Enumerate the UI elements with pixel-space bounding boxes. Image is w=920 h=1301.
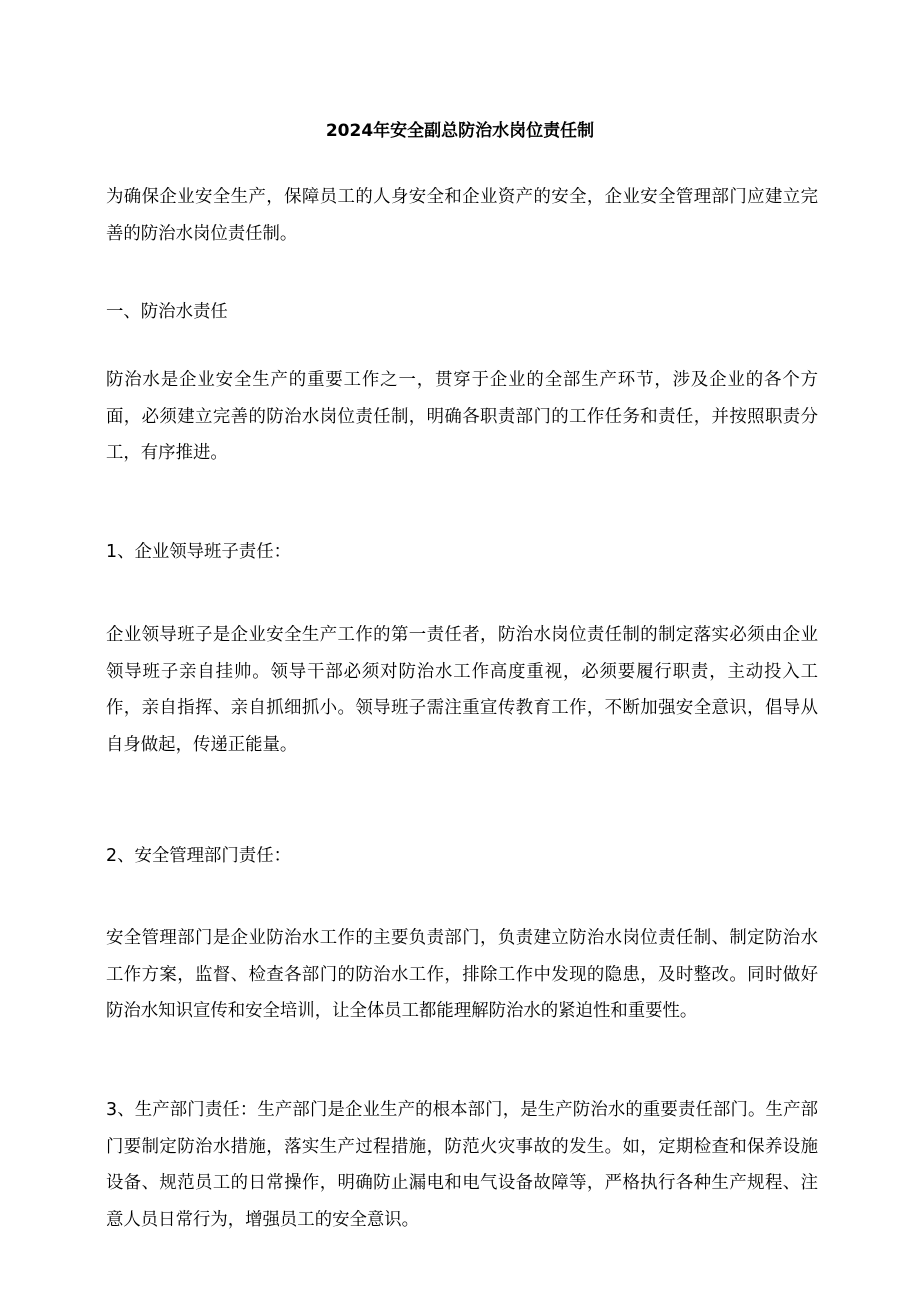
section-paragraph-water-prevention: 防治水是企业安全生产的重要工作之一，贯穿于企业的全部生产环节，涉及企业的各个方面，必须建立完善的防治水岗位责任制，明确各职责部门的工作任务和责任，并按照职责分工，有序推进。 (106, 370, 818, 463)
item-paragraph-safety-management: 安全管理部门是企业防治水工作的主要负责部门，负责建立防治水岗位责任制、制定防治水工作方案，监督、检查各部门的防治水工作，排除工作中发现的隐患，及时整改。同时做好防治水知识宣传和安全培训，让全体员工都能理解防治水的紧迫性和重要性。 (106, 928, 818, 1021)
item-heading-safety-management: 2、安全管理部门责任： (106, 846, 291, 866)
intro-paragraph: 为确保企业安全生产，保障员工的人身安全和企业资产的安全，企业安全管理部门应建立完善的防治水岗位责任制。 (106, 187, 818, 244)
item-heading-leadership: 1、企业领导班子责任： (106, 542, 291, 562)
section-heading-water-prevention: 一、防治水责任 (106, 302, 228, 322)
item-paragraph-production: 3、生产部门责任：生产部门是企业生产的根本部门，是生产防治水的重要责任部门。生产部门要制定防治水措施，落实生产过程措施，防范火灾事故的发生。如，定期检查和保养设施设备、规范员工的日常操作，明确防止漏电和电气设备故障等，严格执行各种生产规程、注意人员日常行为，增强员工的安全意识。 (106, 1100, 818, 1230)
item-paragraph-leadership: 企业领导班子是企业安全生产工作的第一责任者，防治水岗位责任制的制定落实必须由企业领导班子亲自挂帅。领导干部必须对防治水工作高度重视，必须要履行职责，主动投入工作，亲自指挥、亲自抓细抓小。领导班子需注重宣传教育工作，不断加强安全意识，倡导从自身做起，传递正能量。 (106, 625, 818, 755)
document-title: 2024年安全副总防治水岗位责任制 (325, 121, 595, 141)
